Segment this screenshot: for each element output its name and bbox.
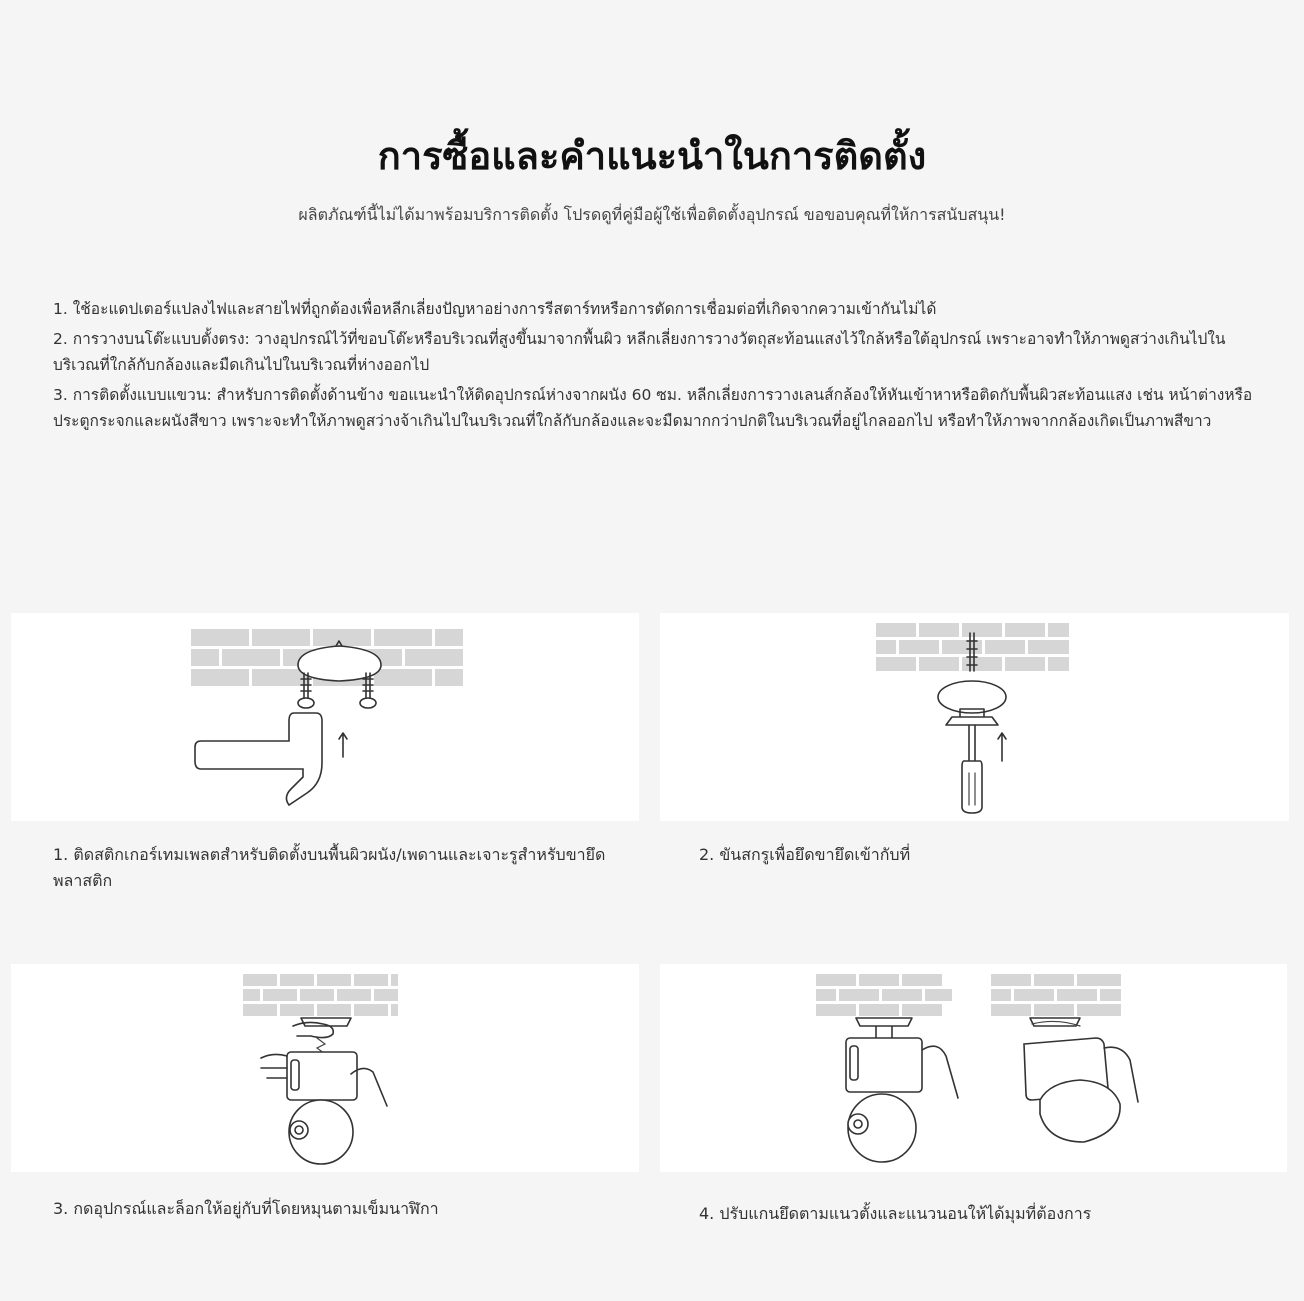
lock-device-illustration (11, 964, 639, 1172)
note-item: 2. การวางบนโต๊ะแบบตั้งตรง: วางอุปกรณ์ไว้ที่ขอบโต๊ะหรือบริเวณที่สูงขึ้นมาจากพื้นผิว หลีกเลี่ยงการวางวัตถุสะท้อนแสงไว้ใกล้หรือใต้อุปกรณ์ เพราะอาจทำให้ภาพดูสว่างเกินไปในบริเวณที่ใกล้กับกล้องและมืดเกินไปในบริเวณที่ห่างออกไป (53, 330, 1226, 374)
screwdriver-icon (962, 725, 982, 813)
step-2-illustration (660, 613, 1289, 821)
note-item: 1. ใช้อะแดปเตอร์แปลงไฟและสายไฟที่ถูกต้องเพื่อหลีกเลี่ยงปัญหาอย่างการรีสตาร์ทหรือการตัดการเชื่อมต่อที่เกิดจากความเข้ากันไม่ได้ (53, 300, 937, 318)
arrow-up-icon (998, 733, 1006, 761)
camera-icon (846, 1018, 958, 1162)
page-subtitle: ผลิตภัณฑ์นี้ไม่ได้มาพร้อมบริการติดตั้ง โปรดดูที่คู่มือผู้ใช้เพื่อติดตั้งอุปกรณ์ ขอขอบคุณที่ให้การสนับสนุน! (298, 205, 1006, 224)
screw-mount-illustration (660, 613, 1289, 821)
step-1-illustration (11, 613, 639, 821)
brick-wall (816, 974, 952, 1016)
step-1-caption: 1. ติดสติกเกอร์เทมเพลตสำหรับติดตั้งบนพื้นผิวผนัง/เพดานและเจาะรูสำหรับขายึดพลาสติก (53, 845, 606, 890)
drill-icon (195, 713, 322, 805)
step-4-caption: 4. ปรับแกนยึดตามแนวตั้งและแนวนอนให้ได้มุมที่ต้องการ (699, 1204, 1092, 1223)
page-title: การซื้อและคำแนะนำในการติดตั้ง (377, 134, 927, 178)
wall-drilling-illustration (11, 613, 639, 821)
step-3-caption: 3. กดอุปกรณ์และล็อกให้อยู่กับที่โดยหมุนตามเข็มนาฬิกา (53, 1199, 439, 1218)
installation-notes (53, 296, 1253, 438)
camera-icon (1024, 1018, 1138, 1142)
step-3-illustration (11, 964, 639, 1172)
arrow-up-icon (339, 733, 347, 757)
step-2-caption: 2. ขันสกรูเพื่อยึดขายึดเข้ากับที่ (699, 845, 911, 864)
brick-wall (876, 623, 1069, 671)
brick-wall (991, 974, 1121, 1016)
camera-icon (287, 1052, 357, 1164)
brick-wall (243, 974, 398, 1016)
step-4-illustration (660, 964, 1287, 1172)
adjust-angle-illustration (660, 964, 1287, 1172)
note-item: 3. การติดตั้งแบบแขวน: สำหรับการติดตั้งด้านข้าง ขอแนะนำให้ติดอุปกรณ์ห่างจากผนัง 60 ซม. หลีกเลี่ยงการวางเลนส์กล้องให้หันเข้าหาหรือติดกับพื้นผิวสะท้อนแสง เช่น หน้าต่างหรือประตูกระจกและผนังสีขาว เพราะจะทำให้ภาพดูสว่างจ้าเกินไปในบริเวณที่ใกล้กับกล้องและจะมืดมากกว่าปกติในบริเวณที่อยู่ไกลออกไป หรือทำให้ภาพจากกล้องเกิดเป็นภาพสีขาว (53, 386, 1253, 430)
